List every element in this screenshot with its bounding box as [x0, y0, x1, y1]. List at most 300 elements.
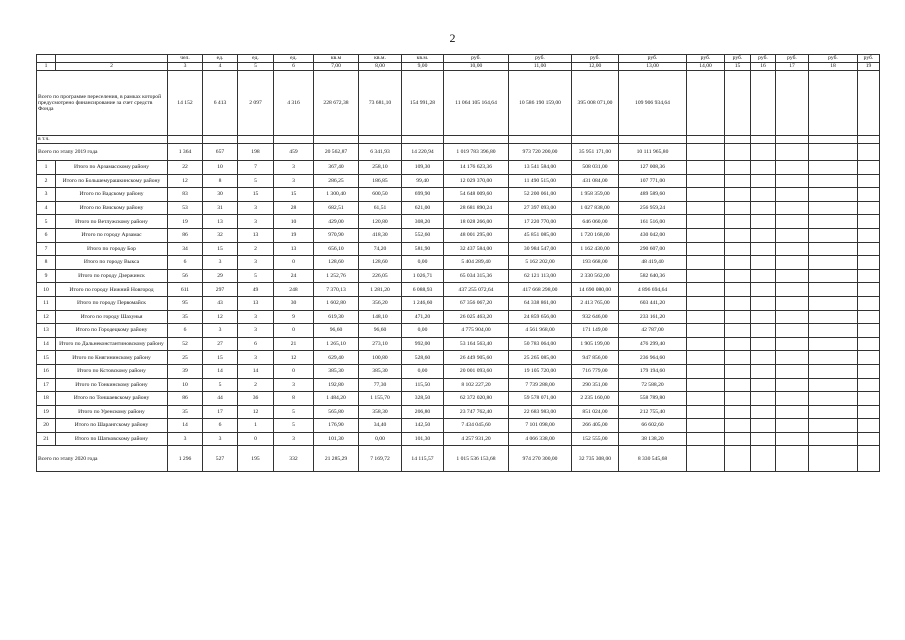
empty-cell — [809, 71, 858, 136]
unit-cell: руб. — [776, 55, 809, 63]
value-cell: 489 589,60 — [619, 188, 687, 202]
row-name: Итого по Вадскому району — [56, 188, 168, 202]
value-cell: 15 — [203, 242, 238, 256]
value-cell: 27 — [203, 337, 238, 351]
value-cell: 127 008,36 — [619, 161, 687, 175]
value-cell: 459 — [274, 144, 314, 161]
value-cell: 10 — [203, 161, 238, 175]
value-cell: 142,50 — [402, 419, 444, 433]
empty-cell — [751, 405, 776, 419]
empty-cell — [751, 242, 776, 256]
value-cell: 3 — [238, 215, 274, 229]
value-cell: 13 — [274, 242, 314, 256]
value-cell: 1 265,10 — [314, 337, 359, 351]
program-table — [36, 54, 880, 472]
value-cell: 39 — [168, 364, 203, 378]
column-number-cell: 3 — [168, 63, 203, 71]
empty-cell — [402, 136, 444, 144]
value-cell: 332 — [274, 446, 314, 472]
value-cell: 32 437 584,00 — [444, 242, 509, 256]
value-cell: 947 856,00 — [572, 351, 619, 365]
value-cell: 4 066 338,00 — [509, 432, 572, 446]
empty-cell — [809, 144, 858, 161]
value-cell: 31 — [203, 201, 238, 215]
row-number: 3 — [37, 188, 56, 202]
value-cell: 2 330 562,00 — [572, 269, 619, 283]
empty-cell — [168, 136, 203, 144]
column-number-cell: 16 — [751, 63, 776, 71]
empty-cell — [809, 188, 858, 202]
empty-cell — [274, 136, 314, 144]
empty-cell — [776, 269, 809, 283]
empty-cell — [725, 201, 751, 215]
value-cell: 154 991,28 — [402, 71, 444, 136]
empty-cell — [725, 174, 751, 188]
value-cell: 128,60 — [359, 256, 402, 270]
value-cell: 192,80 — [314, 378, 359, 392]
row-name: Итого по Ветлужскому району — [56, 215, 168, 229]
column-number-cell: 11,00 — [509, 63, 572, 71]
table-row — [37, 432, 880, 446]
value-cell: 44 — [203, 392, 238, 406]
value-cell: 73 681,10 — [359, 71, 402, 136]
row-name: Итого по Шатковскому району — [56, 432, 168, 446]
table-row — [37, 269, 880, 283]
value-cell: 7 169,72 — [359, 446, 402, 472]
value-cell: 67 356 067,20 — [444, 296, 509, 310]
value-cell: 395 008 071,00 — [572, 71, 619, 136]
row-number: 5 — [37, 215, 56, 229]
row-number: 6 — [37, 228, 56, 242]
value-cell: 970,90 — [314, 228, 359, 242]
value-cell: 3 — [274, 432, 314, 446]
value-cell: 385,30 — [314, 364, 359, 378]
value-cell: 10 586 190 159,00 — [509, 71, 572, 136]
empty-cell — [687, 310, 725, 324]
row-name: Итого по городу Шахунья — [56, 310, 168, 324]
empty-cell — [776, 161, 809, 175]
empty-cell — [809, 242, 858, 256]
value-cell: 17 — [203, 405, 238, 419]
empty-cell — [687, 188, 725, 202]
empty-cell — [776, 188, 809, 202]
value-cell: 233 161,20 — [619, 310, 687, 324]
value-cell: 15 — [238, 188, 274, 202]
value-cell: 48 419,40 — [619, 256, 687, 270]
value-cell: 99,40 — [402, 174, 444, 188]
empty-cell — [751, 269, 776, 283]
table-row — [37, 392, 880, 406]
unit-cell: руб. — [509, 55, 572, 63]
value-cell: 973 720 200,00 — [509, 144, 572, 161]
value-cell: 20 001 093,60 — [444, 364, 509, 378]
empty-cell — [809, 364, 858, 378]
value-cell: 1 — [238, 419, 274, 433]
value-cell: 1 162 430,00 — [572, 242, 619, 256]
empty-cell — [858, 296, 880, 310]
value-cell: 974 270 300,00 — [509, 446, 572, 472]
empty-cell — [725, 419, 751, 433]
column-number-cell: 7,00 — [314, 63, 359, 71]
empty-cell — [858, 161, 880, 175]
column-number-cell: 17 — [776, 63, 809, 71]
value-cell: 8 — [274, 392, 314, 406]
value-cell: 5 — [238, 269, 274, 283]
value-cell: 286,25 — [314, 174, 359, 188]
empty-cell — [751, 296, 776, 310]
empty-cell — [858, 269, 880, 283]
unit-cell: руб. — [619, 55, 687, 63]
value-cell: 95 — [168, 296, 203, 310]
value-cell: 6 413 — [203, 71, 238, 136]
value-cell: 429,00 — [314, 215, 359, 229]
column-number-cell: 2 — [56, 63, 168, 71]
empty-cell — [858, 71, 880, 136]
value-cell: 176,90 — [314, 419, 359, 433]
empty-cell — [809, 337, 858, 351]
value-cell: 179 194,60 — [619, 364, 687, 378]
value-cell: 53 — [168, 201, 203, 215]
empty-cell — [751, 378, 776, 392]
value-cell: 1 015 536 153,68 — [444, 446, 509, 472]
row-number: 17 — [37, 378, 56, 392]
value-cell: 0 — [238, 432, 274, 446]
value-cell: 385,30 — [359, 364, 402, 378]
value-cell: 358,30 — [359, 405, 402, 419]
value-cell: 1 484,20 — [314, 392, 359, 406]
column-number-cell: 5 — [238, 63, 274, 71]
empty-cell — [858, 310, 880, 324]
value-cell: 25 — [168, 351, 203, 365]
table-row — [37, 310, 880, 324]
value-cell: 3 — [238, 351, 274, 365]
value-cell: 12 — [203, 310, 238, 324]
row-number: 20 — [37, 419, 56, 433]
value-cell: 11 490 515,00 — [509, 174, 572, 188]
value-cell: 2 097 — [238, 71, 274, 136]
table-row — [37, 283, 880, 297]
row-number: 10 — [37, 283, 56, 297]
row-number: 18 — [37, 392, 56, 406]
value-cell: 22 683 983,00 — [509, 405, 572, 419]
row-number: 11 — [37, 296, 56, 310]
empty-cell — [858, 283, 880, 297]
empty-cell — [809, 378, 858, 392]
value-cell: 629,40 — [314, 351, 359, 365]
value-cell: 12 — [274, 351, 314, 365]
row-name: Итого по Тонкинскому району — [56, 378, 168, 392]
empty-cell — [858, 351, 880, 365]
value-cell: 61,51 — [359, 201, 402, 215]
value-cell: 430 042,00 — [619, 228, 687, 242]
value-cell: 1 300,40 — [314, 188, 359, 202]
value-cell: 6 — [168, 256, 203, 270]
empty-cell — [725, 405, 751, 419]
value-cell: 109 906 934,64 — [619, 71, 687, 136]
total-2019-label: Всего по этапу 2019 года — [37, 144, 168, 161]
empty-cell — [751, 351, 776, 365]
value-cell: 367,40 — [314, 161, 359, 175]
empty-cell — [687, 144, 725, 161]
value-cell: 3 — [203, 324, 238, 338]
value-cell: 198 — [238, 144, 274, 161]
value-cell: 25 265 085,00 — [509, 351, 572, 365]
column-number-cell: 6 — [274, 63, 314, 71]
value-cell: 6 — [238, 337, 274, 351]
column-number-cell: 15 — [725, 63, 751, 71]
empty-cell — [809, 283, 858, 297]
value-cell: 186,85 — [359, 174, 402, 188]
empty-cell — [687, 283, 725, 297]
row-name: Итого по Княгининскому району — [56, 351, 168, 365]
empty-cell — [809, 174, 858, 188]
empty-cell — [687, 269, 725, 283]
value-cell: 5 — [238, 174, 274, 188]
value-cell: 148,10 — [359, 310, 402, 324]
row-name: Итого по городу Выкса — [56, 256, 168, 270]
empty-cell — [809, 432, 858, 446]
value-cell: 50 783 064,00 — [509, 337, 572, 351]
value-cell: 1 252,76 — [314, 269, 359, 283]
empty-cell — [725, 337, 751, 351]
empty-cell — [687, 242, 725, 256]
value-cell: 96,60 — [314, 324, 359, 338]
empty-cell — [725, 242, 751, 256]
value-cell: 14 — [168, 419, 203, 433]
value-cell: 6 — [203, 419, 238, 433]
value-cell: 558 789,80 — [619, 392, 687, 406]
row-number: 15 — [37, 351, 56, 365]
empty-cell — [687, 161, 725, 175]
row-name: Итого по Дальнеконстантиновскому району — [56, 337, 168, 351]
value-cell: 565,80 — [314, 405, 359, 419]
unit-cell: руб. — [725, 55, 751, 63]
value-cell: 11 064 105 164,64 — [444, 71, 509, 136]
empty-cell — [776, 136, 809, 144]
column-number-row — [37, 63, 880, 71]
empty-cell — [858, 378, 880, 392]
row-number: 12 — [37, 310, 56, 324]
empty-cell — [751, 446, 776, 472]
total-program-label: Всего по программе переселения, в рамках которой предусмотрено финансирование за счет средств Фонда — [37, 71, 168, 136]
empty-cell — [858, 419, 880, 433]
value-cell: 248 — [274, 283, 314, 297]
row-name: Итого по городу Арзамас — [56, 228, 168, 242]
unit-cell: кв.м. — [359, 55, 402, 63]
empty-cell — [725, 161, 751, 175]
value-cell: 4 561 968,00 — [509, 324, 572, 338]
empty-cell — [572, 136, 619, 144]
empty-cell — [858, 364, 880, 378]
value-cell: 1 155,70 — [359, 392, 402, 406]
empty-cell — [687, 296, 725, 310]
value-cell: 28 — [274, 201, 314, 215]
table-row — [37, 201, 880, 215]
empty-cell — [203, 136, 238, 144]
value-cell: 65 034 315,36 — [444, 269, 509, 283]
row-name: Итого по городу Дзержинск — [56, 269, 168, 283]
row-number: 16 — [37, 364, 56, 378]
value-cell: 290 607,00 — [619, 242, 687, 256]
empty-cell — [687, 228, 725, 242]
empty-cell — [776, 432, 809, 446]
value-cell: 5 404 289,40 — [444, 256, 509, 270]
empty-cell — [858, 432, 880, 446]
value-cell: 193 668,00 — [572, 256, 619, 270]
value-cell: 611 — [168, 283, 203, 297]
value-cell: 14 690 080,00 — [572, 283, 619, 297]
row-name: Итого по Большемурашкинскому району — [56, 174, 168, 188]
value-cell: 42 787,00 — [619, 324, 687, 338]
empty-cell — [238, 136, 274, 144]
value-cell: 646 060,00 — [572, 215, 619, 229]
value-cell: 582 640,36 — [619, 269, 687, 283]
value-cell: 21 285,29 — [314, 446, 359, 472]
value-cell: 0,00 — [402, 364, 444, 378]
table-row — [37, 188, 880, 202]
table-row — [37, 242, 880, 256]
value-cell: 62 372 020,80 — [444, 392, 509, 406]
header-cell — [37, 55, 56, 63]
value-cell: 161 516,00 — [619, 215, 687, 229]
value-cell: 14 152 — [168, 71, 203, 136]
value-cell: 3 — [168, 432, 203, 446]
value-cell: 14 176 623,36 — [444, 161, 509, 175]
unit-cell: руб. — [809, 55, 858, 63]
empty-cell — [359, 136, 402, 144]
empty-cell — [809, 256, 858, 270]
row-number: 9 — [37, 269, 56, 283]
empty-cell — [687, 432, 725, 446]
value-cell: 14 — [238, 364, 274, 378]
value-cell: 1 602,80 — [314, 296, 359, 310]
value-cell: 3 — [238, 310, 274, 324]
value-cell: 7 739 288,00 — [509, 378, 572, 392]
column-number-cell: 14,00 — [687, 63, 725, 71]
value-cell: 273,10 — [359, 337, 402, 351]
empty-cell — [809, 324, 858, 338]
unit-cell: ед. — [274, 55, 314, 63]
value-cell: 19 — [274, 228, 314, 242]
empty-cell — [687, 446, 725, 472]
empty-cell — [809, 296, 858, 310]
empty-cell — [751, 419, 776, 433]
value-cell: 290 351,00 — [572, 378, 619, 392]
value-cell: 10 — [274, 215, 314, 229]
empty-cell — [725, 136, 751, 144]
empty-cell — [809, 269, 858, 283]
value-cell: 7 101 098,00 — [509, 419, 572, 433]
value-cell: 22 — [168, 161, 203, 175]
empty-cell — [725, 144, 751, 161]
table-row — [37, 256, 880, 270]
value-cell: 20 562,87 — [314, 144, 359, 161]
value-cell: 26 449 905,60 — [444, 351, 509, 365]
value-cell: 4 316 — [274, 71, 314, 136]
value-cell: 3 — [238, 324, 274, 338]
value-cell: 77,30 — [359, 378, 402, 392]
empty-cell — [776, 256, 809, 270]
value-cell: 3 — [274, 378, 314, 392]
empty-cell — [751, 201, 776, 215]
total-2019-row — [37, 144, 880, 161]
value-cell: 1 027 838,00 — [572, 201, 619, 215]
empty-cell — [776, 144, 809, 161]
empty-cell — [776, 419, 809, 433]
incl-row — [37, 136, 880, 144]
value-cell: 6 — [168, 324, 203, 338]
column-number-cell: 12,00 — [572, 63, 619, 71]
empty-cell — [751, 188, 776, 202]
column-number-cell: 10,00 — [444, 63, 509, 71]
value-cell: 527 — [203, 446, 238, 472]
empty-cell — [776, 201, 809, 215]
unit-cell: руб. — [751, 55, 776, 63]
empty-cell — [776, 364, 809, 378]
empty-cell — [725, 269, 751, 283]
empty-cell — [751, 432, 776, 446]
row-number: 19 — [37, 405, 56, 419]
value-cell: 3 — [238, 201, 274, 215]
row-number: 7 — [37, 242, 56, 256]
value-cell: 619,30 — [314, 310, 359, 324]
value-cell: 2 — [238, 378, 274, 392]
empty-cell — [809, 228, 858, 242]
value-cell: 226,05 — [359, 269, 402, 283]
value-cell: 1 019 783 396,80 — [444, 144, 509, 161]
table-row — [37, 228, 880, 242]
value-cell: 4 775 904,00 — [444, 324, 509, 338]
empty-cell — [725, 256, 751, 270]
value-cell: 14 220,94 — [402, 144, 444, 161]
empty-cell — [619, 136, 687, 144]
value-cell: 120,80 — [359, 215, 402, 229]
empty-cell — [687, 405, 725, 419]
value-cell: 24 — [274, 269, 314, 283]
value-cell: 53 164 563,40 — [444, 337, 509, 351]
empty-cell — [809, 201, 858, 215]
empty-cell — [687, 337, 725, 351]
value-cell: 52 — [168, 337, 203, 351]
value-cell: 0 — [274, 256, 314, 270]
empty-cell — [776, 392, 809, 406]
empty-cell — [725, 392, 751, 406]
value-cell: 100,80 — [359, 351, 402, 365]
value-cell: 656,10 — [314, 242, 359, 256]
value-cell: 699,90 — [402, 188, 444, 202]
empty-cell — [776, 296, 809, 310]
value-cell: 26 025 463,20 — [444, 310, 509, 324]
value-cell: 38 138,20 — [619, 432, 687, 446]
incl-label: в т.ч. — [37, 136, 168, 144]
empty-cell — [725, 296, 751, 310]
value-cell: 45 851 085,00 — [509, 228, 572, 242]
value-cell: 34,40 — [359, 419, 402, 433]
empty-cell — [858, 324, 880, 338]
row-number: 14 — [37, 337, 56, 351]
column-number-cell: 8,00 — [359, 63, 402, 71]
value-cell: 1 905 199,00 — [572, 337, 619, 351]
empty-cell — [509, 136, 572, 144]
value-cell: 7 434 045,60 — [444, 419, 509, 433]
value-cell: 171 149,00 — [572, 324, 619, 338]
header-cell — [56, 55, 168, 63]
value-cell: 10 — [168, 378, 203, 392]
empty-cell — [725, 432, 751, 446]
value-cell: 13 — [203, 215, 238, 229]
row-name: Итого по Кстовскому району — [56, 364, 168, 378]
empty-cell — [776, 71, 809, 136]
